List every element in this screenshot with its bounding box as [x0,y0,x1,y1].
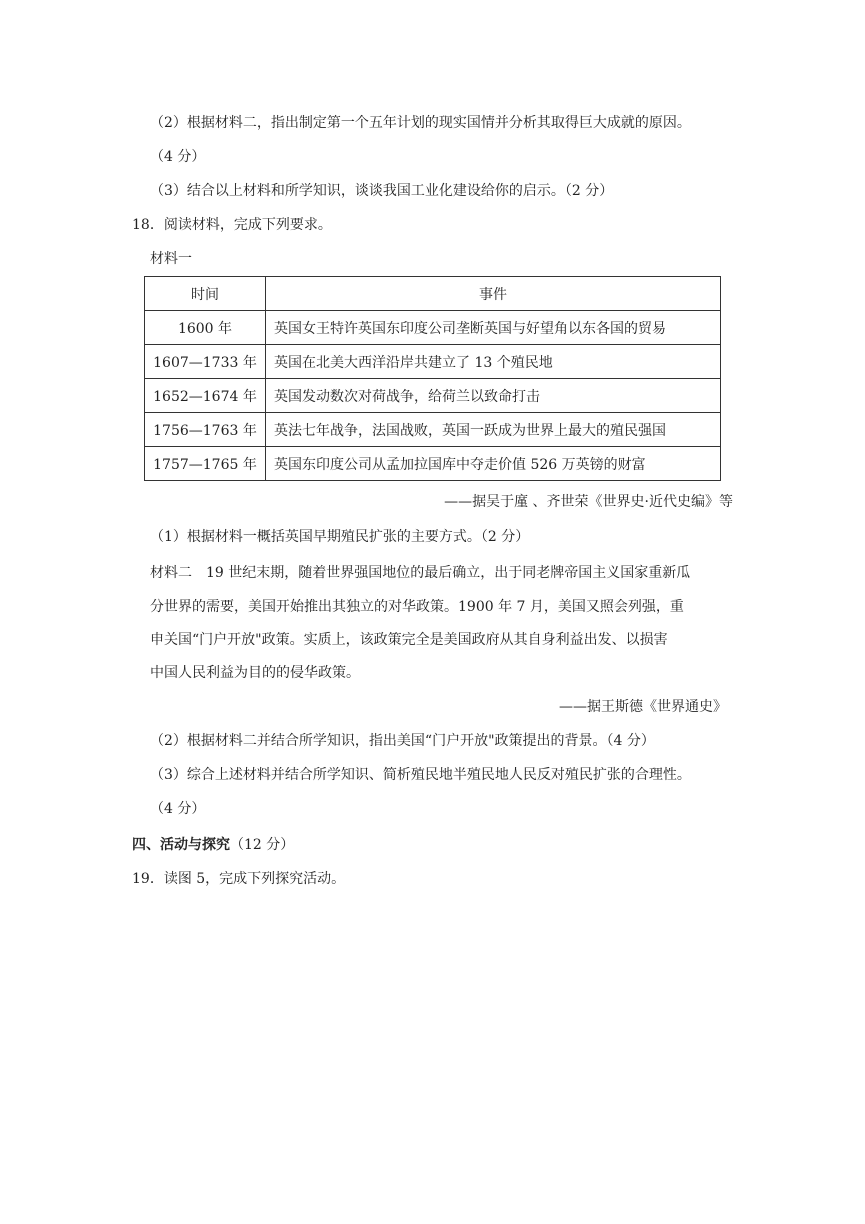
table-row [145,345,721,379]
question-2-score: （4 分） [150,149,206,165]
section-4-title: 四、活动与探究 [132,837,230,853]
material-2-line-2: 分世界的需要，美国开始推出其独立的对华政策。1900 年 7 月，美国又照会列强，重 [150,599,684,615]
row-time: 1600 年 [145,311,266,345]
row-event: 英法七年战争，法国战败，英国一跃成为世界上最大的殖民强国 [266,413,721,447]
row-event: 英国发动数次对荷战争，给荷兰以致命打击 [266,379,721,413]
row-event: 英国女王特许英国东印度公司垄断英国与好望角以东各国的贸易 [266,311,721,345]
table-row [145,311,721,345]
table-row [145,447,721,481]
question-18-heading: 18．阅读材料，完成下列要求。 [132,217,332,233]
row-time: 1607—1733 年 [145,345,266,379]
question-19-heading: 19．读图 5，完成下列探究活动。 [132,871,346,887]
question-3-text: （3）结合以上材料和所学知识，谈谈我国工业化建设给你的启示。（2 分） [150,183,614,199]
question-18-2: （2）根据材料二并结合所学知识，指出美国“门户开放"政策提出的背景。（4 分） [150,733,655,749]
header-time: 时间 [145,277,266,311]
header-event: 事件 [266,277,721,311]
row-event: 英国东印度公司从孟加拉国库中夺走价值 526 万英镑的财富 [266,447,721,481]
material-2-line-4: 中国人民利益为目的的侵华政策。 [150,665,360,681]
section-4-score: （12 分） [230,837,295,853]
row-time: 1652—1674 年 [145,379,266,413]
row-time: 1756—1763 年 [145,413,266,447]
citation-1: ——据吴于廑 、齐世荣《世界史·近代史编》等 [444,494,733,510]
material-2-line-3: 申关国“门户开放"政策。实质上，该政策完全是美国政府从其自身利益出发、以损害 [150,632,668,648]
question-18-3-score: （4 分） [150,801,206,817]
table-header-row [145,277,721,311]
question-18-1: （1）根据材料一概括英国早期殖民扩张的主要方式。（2 分） [150,529,530,545]
material-1-label: 材料一 [150,251,192,267]
question-2-text: （2）根据材料二，指出制定第一个五年计划的现实国情并分析其取得巨大成就的原因。 [150,115,691,131]
table-row [145,379,721,413]
table-row [145,413,721,447]
events-table [144,276,721,481]
citation-2: ——据王斯德《世界通史》 [559,699,727,715]
question-18-3-text: （3）综合上述材料并结合所学知识、简析殖民地半殖民地人民反对殖民扩张的合理性。 [150,767,691,783]
material-2-line-1: 材料二 19 世纪末期，随着世界强国地位的最后确立，出于同老牌帝国主义国家重新瓜 [150,565,691,581]
row-event: 英国在北美大西洋沿岸共建立了 13 个殖民地 [266,345,721,379]
row-time: 1757—1765 年 [145,447,266,481]
section-4-heading [132,835,294,855]
